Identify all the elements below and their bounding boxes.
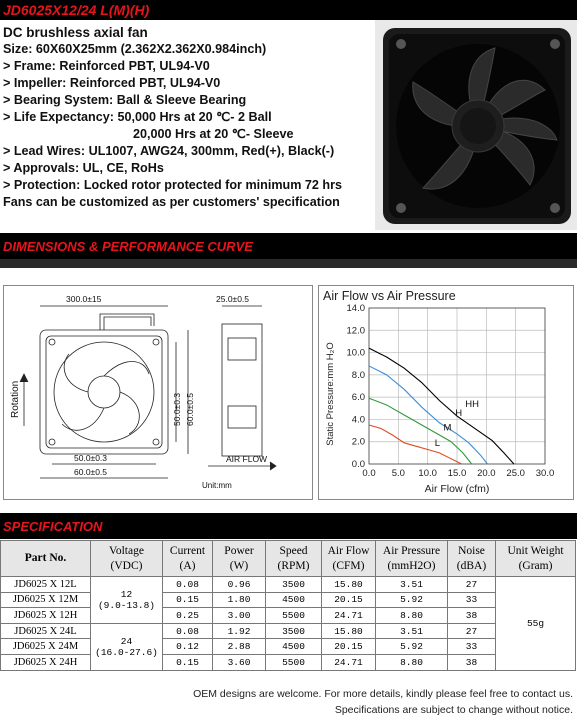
pressure-cell: 5.92 xyxy=(376,592,448,608)
spec-heading: DC brushless axial fan xyxy=(3,25,148,40)
current-cell: 0.15 xyxy=(163,592,213,608)
noise-cell: 33 xyxy=(448,639,496,655)
x-tick-label: 30.0 xyxy=(535,468,555,479)
y-tick-label: 8.0 xyxy=(351,369,365,381)
unit-label: Unit:mm xyxy=(202,481,232,490)
table-row xyxy=(1,608,576,624)
series-line-hh xyxy=(369,348,514,464)
power-cell: 3.00 xyxy=(213,608,266,624)
pressure-cell: 3.51 xyxy=(376,623,448,639)
header-part-no: Part No. xyxy=(1,541,91,577)
spec-life-ball: > Life Expectancy: 50,000 Hrs at 20 ℃- 2 Ball xyxy=(3,110,272,124)
spec-impeller: > Impeller: Reinforced PBT, UL94-V0 xyxy=(3,76,221,90)
speed-cell: 4500 xyxy=(266,592,322,608)
fan-drawing xyxy=(4,286,312,499)
spec-list xyxy=(3,24,375,211)
voltage-12-cell: 12 (9.0-13.8) xyxy=(91,577,163,624)
dimensions-section-bar xyxy=(0,233,577,259)
series-label-l: L xyxy=(434,438,441,450)
noise-cell: 27 xyxy=(448,623,496,639)
table-row xyxy=(1,592,576,608)
part-number-cell: JD6025 X 12H xyxy=(1,608,91,624)
table-header-row xyxy=(1,541,576,577)
power-cell: 1.92 xyxy=(213,623,266,639)
header-voltage: Voltage (VDC) xyxy=(91,541,163,577)
spec-size: Size: 60X60X25mm (2.362X2.362X0.984inch) xyxy=(3,42,267,56)
part-number-cell: JD6025 X 12L xyxy=(1,577,91,593)
y-tick-label: 14.0 xyxy=(346,303,365,314)
y-tick-label: 0.0 xyxy=(351,459,365,470)
rotation-label: Rotation xyxy=(10,380,21,418)
noise-cell: 38 xyxy=(448,608,496,624)
current-cell: 0.12 xyxy=(163,639,213,655)
noise-cell: 38 xyxy=(448,654,496,670)
header-air-pressure: Air Pressure (mmH2O) xyxy=(376,541,448,577)
depth-label: 25.0±0.5 xyxy=(216,294,250,304)
current-cell: 0.15 xyxy=(163,654,213,670)
header-current: Current (A) xyxy=(163,541,213,577)
spec-bearing: > Bearing System: Ball & Sleeve Bearing xyxy=(3,93,247,107)
x-tick-label: 15.0 xyxy=(447,468,467,479)
y-tick-label: 6.0 xyxy=(351,392,365,404)
spec-life-sleeve: 20,000 Hrs at 20 ℃- Sleeve xyxy=(133,127,294,141)
airflow-cell: 20.15 xyxy=(322,592,376,608)
pressure-cell: 8.80 xyxy=(376,608,448,624)
series-label-h: H xyxy=(455,408,463,420)
airflow-label: AIR FLOW xyxy=(226,454,268,464)
section-divider xyxy=(0,259,577,268)
pressure-cell: 8.80 xyxy=(376,654,448,670)
airflow-cell: 15.80 xyxy=(322,623,376,639)
airflow-cell: 15.80 xyxy=(322,577,376,593)
power-cell: 1.80 xyxy=(213,592,266,608)
noise-cell: 27 xyxy=(448,577,496,593)
spec-leads: > Lead Wires: UL1007, AWG24, 300mm, Red(+), Black(-) xyxy=(3,144,335,158)
table-row xyxy=(1,654,576,670)
speed-cell: 3500 xyxy=(266,623,322,639)
current-cell: 0.08 xyxy=(163,623,213,639)
power-cell: 2.88 xyxy=(213,639,266,655)
part-number-cell: JD6025 X 12M xyxy=(1,592,91,608)
airflow-pressure-chart xyxy=(319,286,573,499)
current-cell: 0.08 xyxy=(163,577,213,593)
y-tick-label: 2.0 xyxy=(351,436,365,448)
x-tick-label: 0.0 xyxy=(362,468,376,479)
pressure-cell: 5.92 xyxy=(376,639,448,655)
speed-cell: 5500 xyxy=(266,608,322,624)
x-tick-label: 5.0 xyxy=(391,468,405,479)
specification-section-title: SPECIFICATION xyxy=(3,519,103,534)
current-cell: 0.25 xyxy=(163,608,213,624)
part-number-cell: JD6025 X 24L xyxy=(1,623,91,639)
table-row xyxy=(1,639,576,655)
y-tick-label: 4.0 xyxy=(351,414,365,426)
footer-notes xyxy=(193,686,573,718)
body-height-label: 60.0±0.5 xyxy=(185,392,195,426)
airflow-cell: 24.71 xyxy=(322,608,376,624)
title-bar xyxy=(0,0,577,20)
specification-section-bar xyxy=(0,513,577,539)
y-tick-label: 12.0 xyxy=(346,325,365,337)
performance-chart xyxy=(318,285,574,500)
specification-table xyxy=(0,540,576,671)
speed-cell: 3500 xyxy=(266,577,322,593)
series-label-m: M xyxy=(443,422,452,434)
spec-frame: > Frame: Reinforced PBT, UL94-V0 xyxy=(3,59,210,73)
table-row xyxy=(1,577,576,593)
chart-title: Air Flow vs Air Pressure xyxy=(323,289,456,303)
hole-spacing-h-label: 50.0±0.3 xyxy=(74,453,108,463)
oem-note: OEM designs are welcome. For more details, kindly please feel free to contact us. xyxy=(193,688,573,700)
change-note: Specifications are subject to change without notice. xyxy=(334,704,573,716)
airflow-cell: 20.15 xyxy=(322,639,376,655)
spec-protection: > Protection: Locked rotor protected for minimum 72 hrs xyxy=(3,178,343,192)
wire-length-label: 300.0±15 xyxy=(66,294,102,304)
x-tick-label: 25.0 xyxy=(506,468,525,479)
dimensions-section-title: DIMENSIONS & PERFORMANCE CURVE xyxy=(3,239,253,254)
power-cell: 0.96 xyxy=(213,577,266,593)
hole-spacing-v-label: 50.0±0.3 xyxy=(172,392,182,426)
voltage-24-cell: 24 (16.0-27.6) xyxy=(91,623,163,670)
fan-illustration xyxy=(375,20,577,230)
x-tick-label: 10.0 xyxy=(418,468,437,479)
speed-cell: 5500 xyxy=(266,654,322,670)
spec-custom: Fans can be customized as per customers' specification xyxy=(3,195,340,209)
model-title: JD6025X12/24 L(M)(H) xyxy=(3,2,150,18)
spec-approvals: > Approvals: UL, CE, RoHs xyxy=(3,161,164,175)
header-unit-weight: Unit Weight (Gram) xyxy=(496,541,576,577)
airflow-cell: 24.71 xyxy=(322,654,376,670)
dimension-drawing xyxy=(3,285,313,500)
part-number-cell: JD6025 X 24M xyxy=(1,639,91,655)
header-noise: Noise (dBA) xyxy=(448,541,496,577)
series-label-hh: HH xyxy=(465,399,479,411)
fan-photo xyxy=(375,20,577,230)
header-airflow: Air Flow (CFM) xyxy=(322,541,376,577)
weight-cell: 55g xyxy=(496,577,576,671)
table-row xyxy=(1,623,576,639)
header-speed: Speed (RPM) xyxy=(266,541,322,577)
speed-cell: 4500 xyxy=(266,639,322,655)
body-width-label: 60.0±0.5 xyxy=(74,467,108,477)
y-axis-label: Static Pressure:mm H₂O xyxy=(325,342,336,446)
x-tick-label: 20.0 xyxy=(477,468,496,479)
noise-cell: 33 xyxy=(448,592,496,608)
y-tick-label: 10.0 xyxy=(346,347,365,359)
part-number-cell: JD6025 X 24H xyxy=(1,654,91,670)
x-axis-label: Air Flow (cfm) xyxy=(424,483,490,495)
power-cell: 3.60 xyxy=(213,654,266,670)
header-power: Power (W) xyxy=(213,541,266,577)
pressure-cell: 3.51 xyxy=(376,577,448,593)
